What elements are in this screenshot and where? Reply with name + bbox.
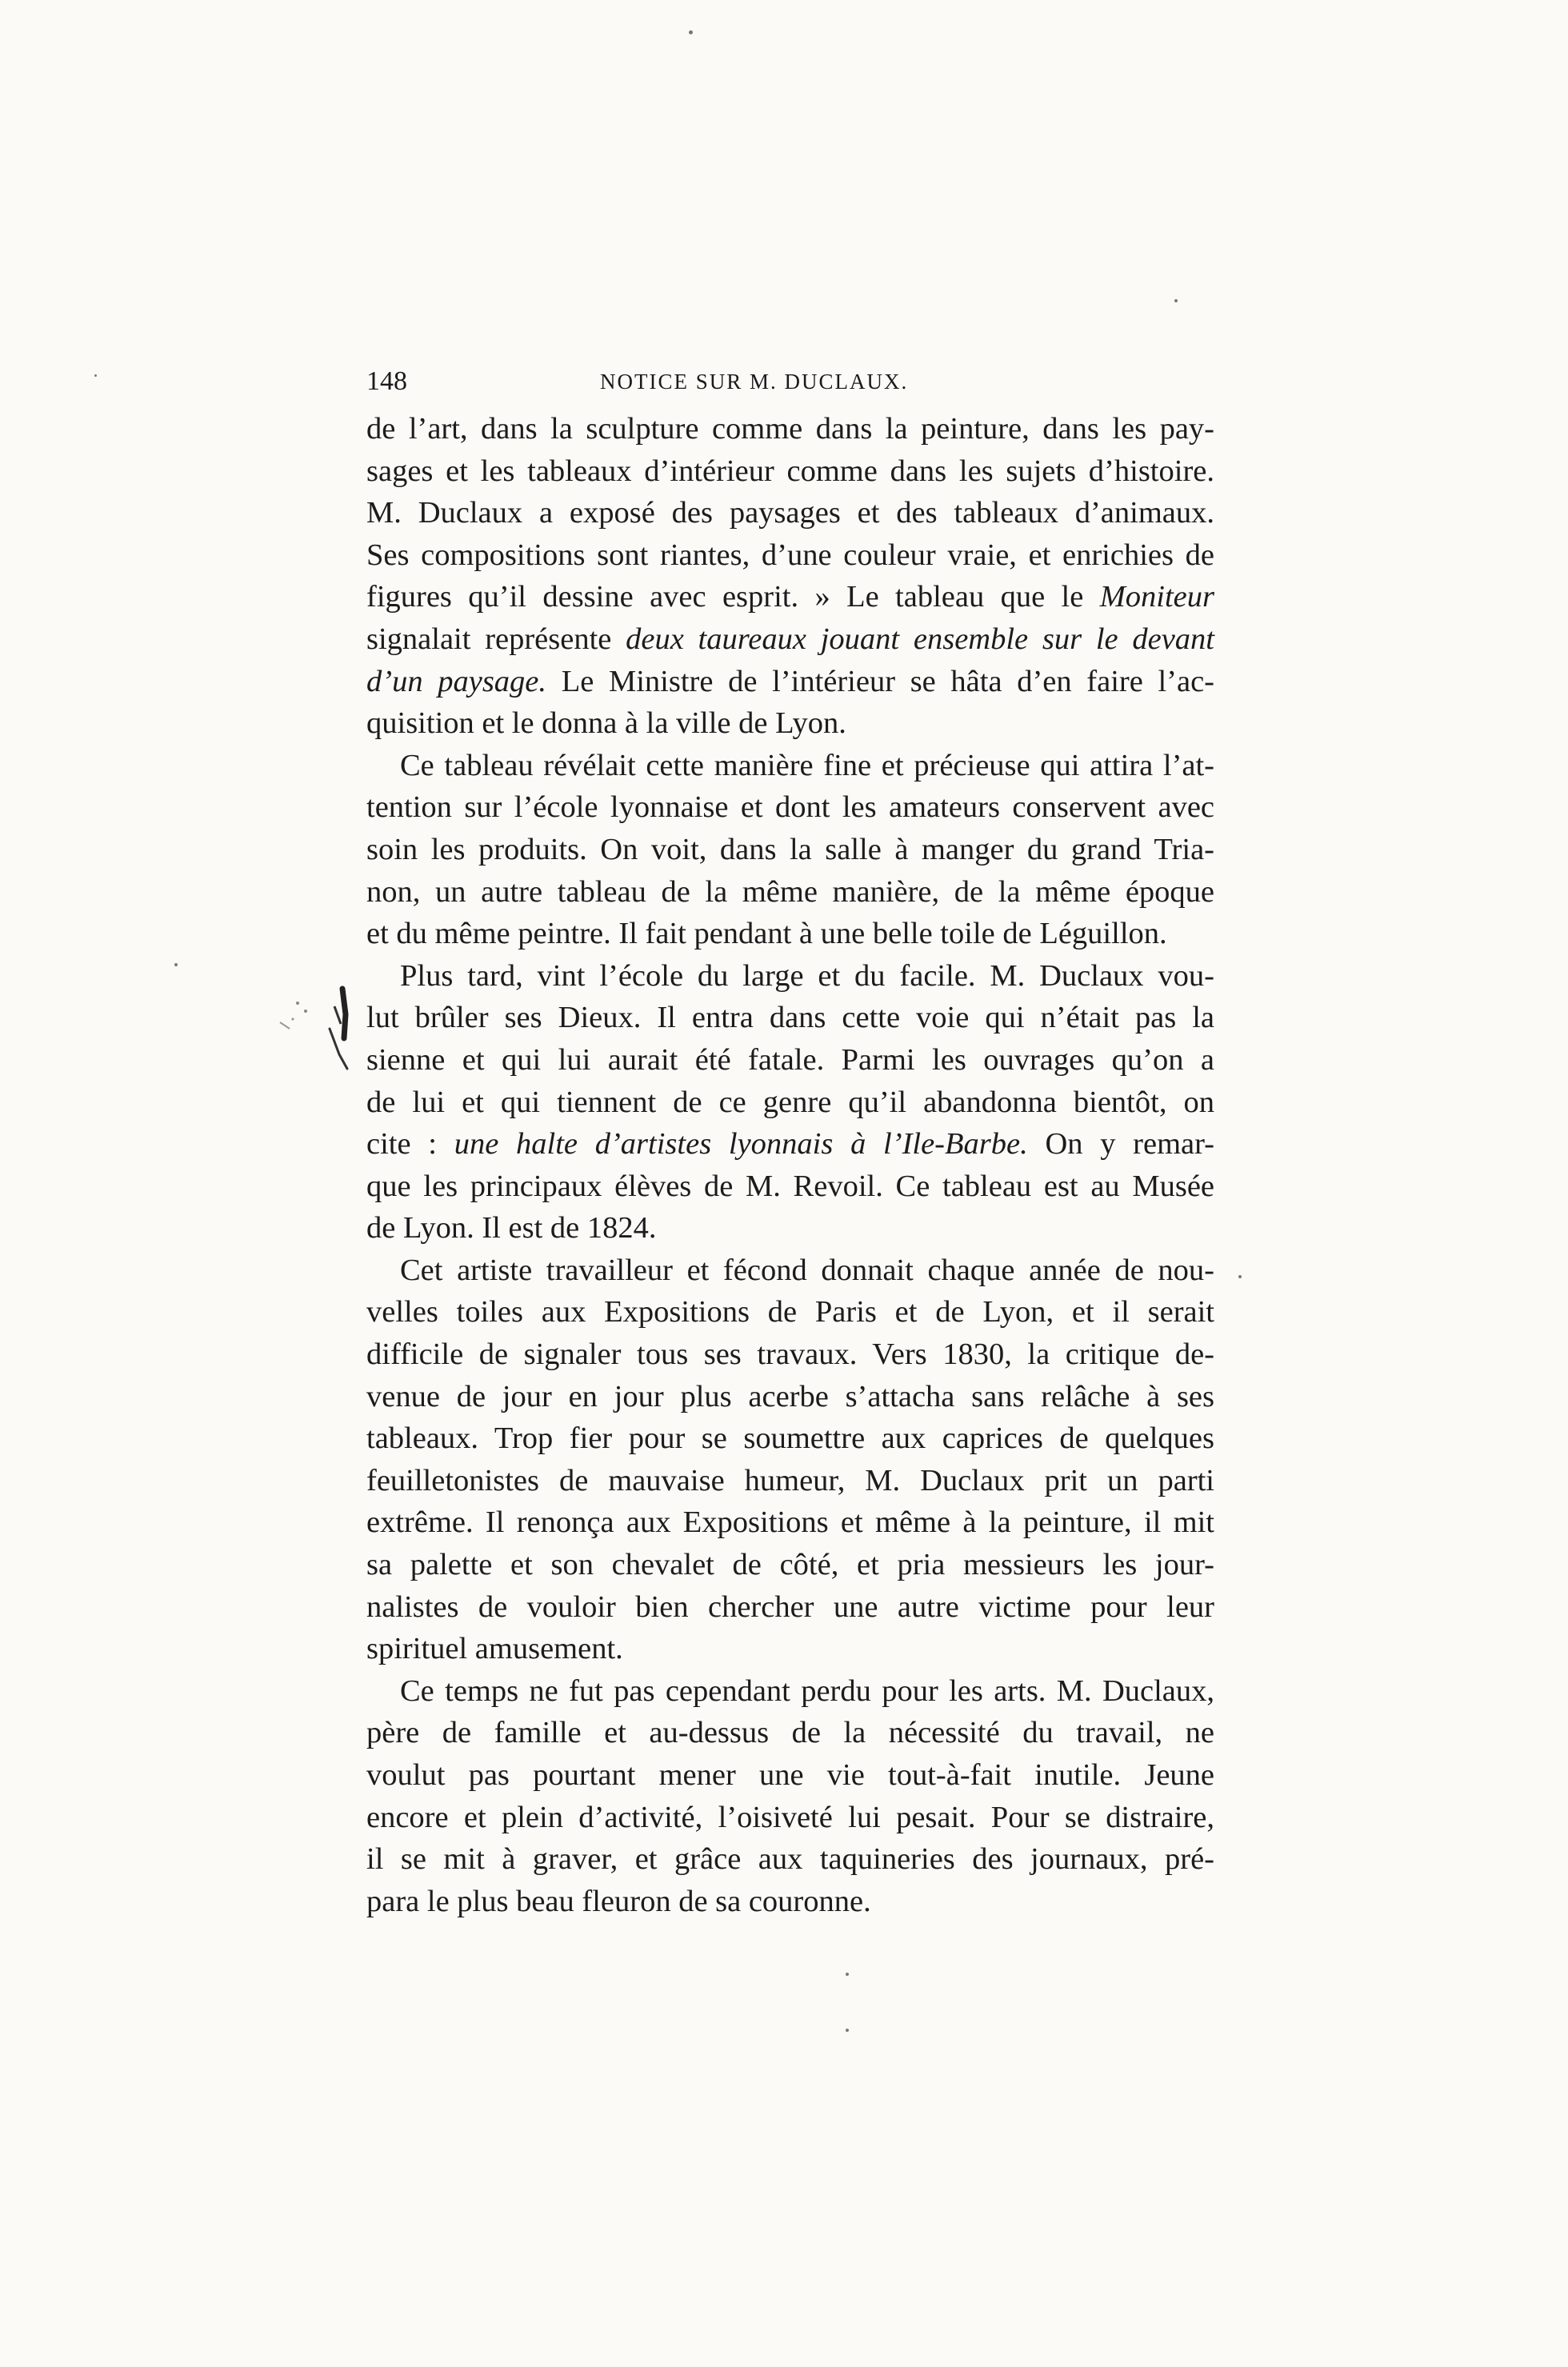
- text-line: tention sur l’école lyonnaise et dont les amateurs conservent avec: [366, 790, 1214, 825]
- text-line: sages et les tableaux d’intérieur comme dans les sujets d’histoire.: [366, 454, 1214, 488]
- text-fragment: Le Ministre de l’intérieur se hâta d’en faire l’ac-: [546, 664, 1214, 698]
- paper-speck: [846, 2029, 849, 2032]
- text-fragment: On y remar-: [1027, 1127, 1214, 1162]
- paper-speck: [846, 1973, 849, 1976]
- text-line: tableaux. Trop fier pour se soumettre aux caprices de quelques: [366, 1421, 1214, 1456]
- paragraph-5: [366, 1670, 1214, 1923]
- text-line: venue de jour en jour plus acerbe s’attacha sans relâche à ses: [366, 1379, 1214, 1413]
- text-line: que les principaux élèves de M. Revoil. Ce tableau est au Musée: [366, 1169, 1214, 1203]
- paper-speck: [94, 374, 97, 377]
- text-line: para le plus beau fleuron de sa couronne.: [366, 1884, 871, 1918]
- text-line: [366, 1123, 1214, 1166]
- italic-title: une halte d’artistes lyonnais à l’Ile-Barbe.: [454, 1127, 1028, 1162]
- running-title: NOTICE SUR M. DUCLAUX.: [600, 370, 909, 394]
- margin-mark-icon: [240, 982, 368, 1078]
- text-line: il se mit à graver, et grâce aux taquineries des journaux, pré-: [366, 1842, 1214, 1877]
- paper-speck: [174, 963, 178, 966]
- text-line: Ce tableau révélait cette manière fine et précieuse qui attira l’at-: [400, 748, 1214, 782]
- text-line: spirituel amusement.: [366, 1632, 623, 1666]
- text-fragment: cite :: [366, 1127, 454, 1162]
- text-line: feuilletonistes de mauvaise humeur, M. Duclaux prit un parti: [366, 1463, 1214, 1497]
- text-line: sienne et qui lui aurait été fatale. Parmi les ouvrages qu’on a: [366, 1042, 1214, 1077]
- text-line: [366, 661, 1214, 703]
- text-line: Cet artiste travailleur et fécond donnait chaque année de nou-: [400, 1253, 1214, 1287]
- paper-speck: [1174, 299, 1178, 302]
- text-line: lut brûler ses Dieux. Il entra dans cette voie qui n’était pas la: [366, 1001, 1214, 1035]
- text-line: nalistes de vouloir bien chercher une autre victime pour leur: [366, 1589, 1214, 1624]
- paragraph-2: [366, 745, 1214, 955]
- paragraph-3: [366, 955, 1214, 1249]
- text-fragment: signalait représente: [366, 622, 626, 656]
- text-line: Ses compositions sont riantes, d’une couleur vraie, et enrichies de: [366, 538, 1214, 572]
- text-line: velles toiles aux Expositions de Paris et de Lyon, et il serait: [366, 1295, 1214, 1329]
- text-line: de lui et qui tiennent de ce genre qu’il abandonna bientôt, on: [366, 1085, 1214, 1119]
- page-number: 148: [366, 366, 407, 396]
- text-line: de Lyon. Il est de 1824.: [366, 1211, 657, 1245]
- body-text: [366, 408, 1214, 1922]
- text-line: M. Duclaux a exposé des paysages et des tableaux d’animaux.: [366, 496, 1214, 530]
- text-line: encore et plein d’activité, l’oisiveté lui pesait. Pour se distraire,: [366, 1800, 1214, 1834]
- text-line: Plus tard, vint l’école du large et du facile. M. Duclaux vou-: [400, 958, 1214, 993]
- text-line: père de famille et au-dessus de la nécessité du travail, ne: [366, 1716, 1214, 1750]
- paper-speck: [689, 30, 693, 34]
- text-line: extrême. Il renonça aux Expositions et même à la peinture, il mit: [366, 1505, 1214, 1540]
- text-line: voulut pas pourtant mener une vie tout-à-fait inutile. Jeune: [366, 1758, 1214, 1792]
- text-line: Ce temps ne fut pas cependant perdu pour les arts. M. Duclaux,: [400, 1673, 1214, 1708]
- text-line: difficile de signaler tous ses travaux. Vers 1830, la critique de-: [366, 1337, 1214, 1372]
- text-line: [366, 576, 1214, 618]
- text-line: soin les produits. On voit, dans la salle à manger du grand Tria-: [366, 832, 1214, 866]
- paragraph-1: [366, 408, 1214, 745]
- text-line: [366, 618, 1214, 661]
- italic-subject: deux taureaux jouant ensemble sur le devant: [626, 622, 1214, 656]
- text-line: sa palette et son chevalet de côté, et pria messieurs les jour-: [366, 1548, 1214, 1582]
- paragraph-4: [366, 1249, 1214, 1670]
- italic-moniteur: Moniteur: [1099, 580, 1214, 614]
- text-fragment: figures qu’il dessine avec esprit. » Le tableau que le: [366, 580, 1100, 614]
- paper-speck: [1238, 1275, 1242, 1278]
- text-line: non, un autre tableau de la même manière, de la même époque: [366, 874, 1214, 909]
- italic-subject-end: d’un paysage.: [366, 664, 547, 698]
- text-line: et du même peintre. Il fait pendant à une belle toile de Léguillon.: [366, 917, 1167, 951]
- text-line: quisition et le donna à la ville de Lyon.: [366, 706, 846, 741]
- page-header: [366, 366, 1206, 406]
- text-line: de l’art, dans la sculpture comme dans la peinture, dans les pay-: [366, 412, 1214, 446]
